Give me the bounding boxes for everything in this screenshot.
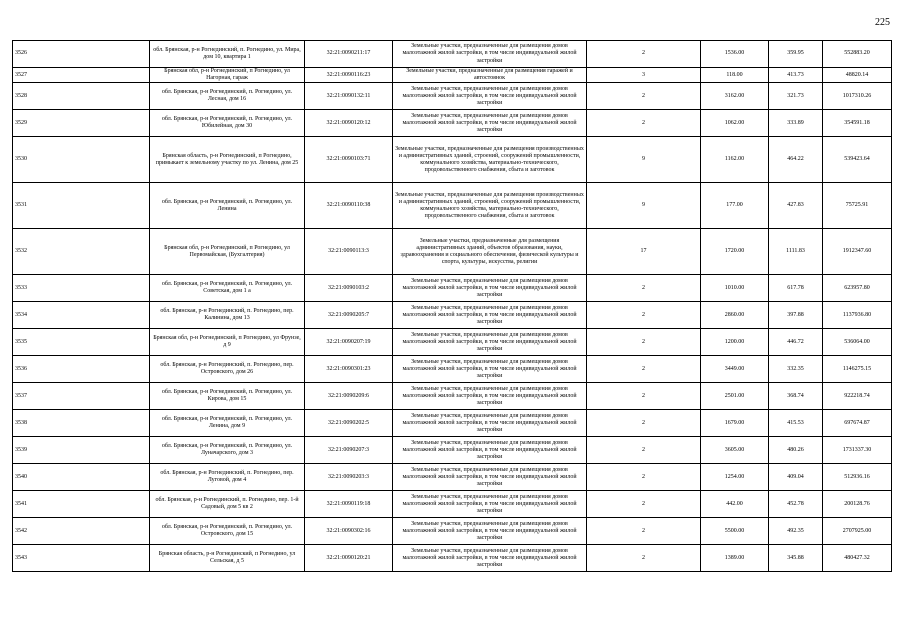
specific-value-cell: 413.73	[769, 68, 823, 83]
address-cell: обл. Брянская, р-н Рогнединский, п. Рогнедино, ул. Островского, дом 15	[150, 518, 305, 545]
cadastral-number-cell: 32:21:0090301:23	[305, 356, 393, 383]
cadastral-value-cell: 48820.14	[823, 68, 892, 83]
cadastral-number-cell: 32:21:0090110:38	[305, 183, 393, 229]
row-number-cell: 3541	[13, 491, 150, 518]
table-row[interactable]	[13, 83, 892, 110]
cadastral-value-cell: 1137936.80	[823, 302, 892, 329]
use-code-cell: 2	[587, 410, 701, 437]
row-number-cell: 3534	[13, 302, 150, 329]
cadastral-value-cell: 1146275.15	[823, 356, 892, 383]
cadastral-number-cell: 32:21:0090207:3	[305, 437, 393, 464]
area-cell: 1536.00	[701, 41, 769, 68]
address-cell: обл. Брянская, р-н Рогнединский, п. Рогнедино, пер. Островского, дом 26	[150, 356, 305, 383]
area-cell: 1162.00	[701, 137, 769, 183]
table-row[interactable]	[13, 137, 892, 183]
use-code-cell: 2	[587, 275, 701, 302]
table-row[interactable]	[13, 41, 892, 68]
row-number-cell: 3526	[13, 41, 150, 68]
page-number: 225	[875, 17, 890, 28]
area-cell: 5500.00	[701, 518, 769, 545]
address-cell: обл. Брянская, р-н Рогнединский, п. Рогнедино, ул. Юбилейная, дом 30	[150, 110, 305, 137]
land-use-cell: Земельные участки, предназначенные для размещения производственных и административных зданий, строений, сооружений промышленности, коммунального хозяйства, материально-технического, продовольственного снабжения, сбыта и заготовок	[393, 137, 587, 183]
table-row[interactable]	[13, 464, 892, 491]
specific-value-cell: 415.53	[769, 410, 823, 437]
cadastral-value-cell: 539423.64	[823, 137, 892, 183]
table-row[interactable]	[13, 275, 892, 302]
use-code-cell: 2	[587, 464, 701, 491]
land-use-cell: Земельные участки, предназначенные для размещения домов малоэтажной жилой застройки, в том числе индивидуальной жилой застройки	[393, 83, 587, 110]
cadastral-number-cell: 32:21:0090211:17	[305, 41, 393, 68]
table-row[interactable]	[13, 329, 892, 356]
cadastral-number-cell: 32:21:0090120:21	[305, 545, 393, 572]
cadastral-value-cell: 480427.32	[823, 545, 892, 572]
address-cell: обл. Брянская, р-н Рогнединский, п. Рогнедино, ул. Ленина	[150, 183, 305, 229]
use-code-cell: 17	[587, 229, 701, 275]
area-cell: 1200.00	[701, 329, 769, 356]
use-code-cell: 2	[587, 329, 701, 356]
cadastral-number-cell: 32:21:0090103:2	[305, 275, 393, 302]
row-number-cell: 3533	[13, 275, 150, 302]
table-row[interactable]	[13, 437, 892, 464]
cadastral-value-cell: 536064.00	[823, 329, 892, 356]
use-code-cell: 3	[587, 68, 701, 83]
cadastral-value-cell: 1017310.26	[823, 83, 892, 110]
use-code-cell: 2	[587, 110, 701, 137]
specific-value-cell: 492.35	[769, 518, 823, 545]
area-cell: 442.00	[701, 491, 769, 518]
area-cell: 1679.00	[701, 410, 769, 437]
address-cell: обл. Брянская, р-н Рогнединский, п. Рогнедино, пер. Луговой, дом 4	[150, 464, 305, 491]
address-cell: обл. Брянская, р-н Рогнединский, п. Рогнедино, ул. Советская, дом 1 а	[150, 275, 305, 302]
address-cell: обл. Брянская, р-н Рогнединский, п. Рогнедино, ул. Мира, дом 10, квартира 1	[150, 41, 305, 68]
row-number-cell: 3530	[13, 137, 150, 183]
address-cell: обл. Брянская, р-н Рогнединский, п. Рогнедино, пер. Калинина, дом 13	[150, 302, 305, 329]
area-cell: 2860.00	[701, 302, 769, 329]
cadastral-number-cell: 32:21:0090203:3	[305, 464, 393, 491]
specific-value-cell: 332.35	[769, 356, 823, 383]
row-number-cell: 3538	[13, 410, 150, 437]
row-number-cell: 3531	[13, 183, 150, 229]
cadastral-number-cell: 32:21:0090120:12	[305, 110, 393, 137]
address-cell: Брянская обл, р-н Рогнединский, п Рогнедино, ул Фрунзе, д 9	[150, 329, 305, 356]
specific-value-cell: 368.74	[769, 383, 823, 410]
area-cell: 1389.00	[701, 545, 769, 572]
land-use-cell: Земельные участки, предназначенные для размещения домов малоэтажной жилой застройки, в том числе индивидуальной жилой застройки	[393, 545, 587, 572]
specific-value-cell: 333.89	[769, 110, 823, 137]
specific-value-cell: 446.72	[769, 329, 823, 356]
land-use-cell: Земельные участки, предназначенные для размещения домов малоэтажной жилой застройки, в том числе индивидуальной жилой застройки	[393, 110, 587, 137]
area-cell: 1254.00	[701, 464, 769, 491]
table-row[interactable]	[13, 518, 892, 545]
land-use-cell: Земельные участки, предназначенные для размещения административных зданий, объектов образования, науки, здравоохранения и социального обеспечения, физической культуры и спорта, культуры, искусства, религии	[393, 229, 587, 275]
use-code-cell: 2	[587, 545, 701, 572]
use-code-cell: 2	[587, 83, 701, 110]
use-code-cell: 9	[587, 137, 701, 183]
use-code-cell: 2	[587, 518, 701, 545]
cadastral-value-cell: 1912347.60	[823, 229, 892, 275]
land-use-cell: Земельные участки, предназначенные для размещения домов малоэтажной жилой застройки, в том числе индивидуальной жилой застройки	[393, 491, 587, 518]
area-cell: 1062.00	[701, 110, 769, 137]
specific-value-cell: 359.95	[769, 41, 823, 68]
cadastral-value-cell: 512936.16	[823, 464, 892, 491]
area-cell: 177.00	[701, 183, 769, 229]
land-use-cell: Земельные участки, предназначенные для размещения домов малоэтажной жилой застройки, в том числе индивидуальной жилой застройки	[393, 41, 587, 68]
specific-value-cell: 321.73	[769, 83, 823, 110]
table-row[interactable]	[13, 110, 892, 137]
use-code-cell: 2	[587, 491, 701, 518]
address-cell: обл. Брянская, р-н Рогнединский, п. Рогнедино, пер. 1-й Садовый, дом 5 кв 2	[150, 491, 305, 518]
table-row[interactable]	[13, 545, 892, 572]
cadastral-value-cell: 1731337.30	[823, 437, 892, 464]
address-cell: Брянская область, р-н Рогнединский, п Рогнедино, ул Сельская, д 5	[150, 545, 305, 572]
land-use-cell: Земельные участки, предназначенные для размещения домов малоэтажной жилой застройки, в том числе индивидуальной жилой застройки	[393, 437, 587, 464]
row-number-cell: 3537	[13, 383, 150, 410]
use-code-cell: 2	[587, 383, 701, 410]
table-row[interactable]	[13, 383, 892, 410]
use-code-cell: 2	[587, 302, 701, 329]
cadastral-value-cell: 75725.91	[823, 183, 892, 229]
cadastral-number-cell: 32:21:0090132:11	[305, 83, 393, 110]
cadastral-value-cell: 200128.76	[823, 491, 892, 518]
address-cell: обл. Брянская, р-н Рогнединский, п. Рогнедино, ул. Ленина, дом 9	[150, 410, 305, 437]
table-row[interactable]	[13, 491, 892, 518]
specific-value-cell: 409.04	[769, 464, 823, 491]
use-code-cell: 2	[587, 41, 701, 68]
specific-value-cell: 1111.83	[769, 229, 823, 275]
specific-value-cell: 397.88	[769, 302, 823, 329]
cadastral-number-cell: 32:21:0090119:18	[305, 491, 393, 518]
cadastral-number-cell: 32:21:0090103:71	[305, 137, 393, 183]
land-use-cell: Земельные участки, предназначенные для размещения производственных и административных зданий, строений, сооружений промышленности, коммунального хозяйства, материально-технического, продовольственного снабжения, сбыта и заготовок	[393, 183, 587, 229]
specific-value-cell: 345.88	[769, 545, 823, 572]
land-use-cell: Земельные участки, предназначенные для размещения домов малоэтажной жилой застройки, в том числе индивидуальной жилой застройки	[393, 383, 587, 410]
area-cell: 1010.00	[701, 275, 769, 302]
row-number-cell: 3529	[13, 110, 150, 137]
area-cell: 118.00	[701, 68, 769, 83]
row-number-cell: 3527	[13, 68, 150, 83]
row-number-cell: 3532	[13, 229, 150, 275]
address-cell: обл. Брянская, р-н Рогнединский, п. Рогнедино, ул. Лесная, дом 16	[150, 83, 305, 110]
table-row[interactable]	[13, 356, 892, 383]
use-code-cell: 9	[587, 183, 701, 229]
cadastral-number-cell: 32:21:0090205:7	[305, 302, 393, 329]
cadastral-number-cell: 32:21:0090302:16	[305, 518, 393, 545]
address-cell: Брянская область, р-н Рогнединский, п Рогнедино, примыкает к земельному участку по ул. Ленина, дом 25	[150, 137, 305, 183]
address-cell: обл. Брянская, р-н Рогнединский, п. Рогнедино, ул. Луначарского, дом 3	[150, 437, 305, 464]
cadastral-number-cell: 32:21:0090113:3	[305, 229, 393, 275]
address-cell: Брянская обл, р-н Рогнединский, п Рогнедино, ул Первомайская, (Бухгалтерия)	[150, 229, 305, 275]
land-use-cell: Земельные участки, предназначенные для размещения домов малоэтажной жилой застройки, в том числе индивидуальной жилой застройки	[393, 410, 587, 437]
area-cell: 3605.00	[701, 437, 769, 464]
area-cell: 1720.00	[701, 229, 769, 275]
specific-value-cell: 464.22	[769, 137, 823, 183]
land-use-cell: Земельные участки, предназначенные для размещения домов малоэтажной жилой застройки, в том числе индивидуальной жилой застройки	[393, 329, 587, 356]
cadastral-value-cell: 922218.74	[823, 383, 892, 410]
row-number-cell: 3543	[13, 545, 150, 572]
cadastral-number-cell: 32:21:0090202:5	[305, 410, 393, 437]
table-row[interactable]	[13, 410, 892, 437]
specific-value-cell: 617.78	[769, 275, 823, 302]
land-use-cell: Земельные участки, предназначенные для размещения домов малоэтажной жилой застройки, в том числе индивидуальной жилой застройки	[393, 275, 587, 302]
area-cell: 3449.00	[701, 356, 769, 383]
specific-value-cell: 452.78	[769, 491, 823, 518]
table-row[interactable]	[13, 302, 892, 329]
table-row[interactable]	[13, 183, 892, 229]
land-use-cell: Земельные участки, предназначенные для размещения гаражей и автостоянок	[393, 68, 587, 83]
cadastral-value-cell: 623957.80	[823, 275, 892, 302]
land-use-cell: Земельные участки, предназначенные для размещения домов малоэтажной жилой застройки, в том числе индивидуальной жилой застройки	[393, 464, 587, 491]
use-code-cell: 2	[587, 437, 701, 464]
row-number-cell: 3528	[13, 83, 150, 110]
area-cell: 2501.00	[701, 383, 769, 410]
specific-value-cell: 427.83	[769, 183, 823, 229]
land-use-cell: Земельные участки, предназначенные для размещения домов малоэтажной жилой застройки, в том числе индивидуальной жилой застройки	[393, 356, 587, 383]
table-row[interactable]	[13, 229, 892, 275]
cadastral-number-cell: 32:21:0090209:6	[305, 383, 393, 410]
cadastral-value-cell: 2707925.00	[823, 518, 892, 545]
cadastral-value-cell: 697674.87	[823, 410, 892, 437]
row-number-cell: 3542	[13, 518, 150, 545]
cadastral-number-cell: 32:21:0090116:23	[305, 68, 393, 83]
address-cell: обл. Брянская, р-н Рогнединский, п. Рогнедино, ул. Кирова, дом 15	[150, 383, 305, 410]
cadastral-number-cell: 32:21:0090207:19	[305, 329, 393, 356]
land-use-cell: Земельные участки, предназначенные для размещения домов малоэтажной жилой застройки, в том числе индивидуальной жилой застройки	[393, 518, 587, 545]
cadastral-value-cell: 354591.18	[823, 110, 892, 137]
cadastral-value-cell: 552883.20	[823, 41, 892, 68]
specific-value-cell: 480.26	[769, 437, 823, 464]
land-use-cell: Земельные участки, предназначенные для размещения домов малоэтажной жилой застройки, в том числе индивидуальной жилой застройки	[393, 302, 587, 329]
row-number-cell: 3536	[13, 356, 150, 383]
area-cell: 3162.00	[701, 83, 769, 110]
row-number-cell: 3535	[13, 329, 150, 356]
table-row[interactable]	[13, 68, 892, 83]
row-number-cell: 3540	[13, 464, 150, 491]
table-body	[13, 41, 892, 572]
land-registry-table	[12, 40, 892, 572]
row-number-cell: 3539	[13, 437, 150, 464]
use-code-cell: 2	[587, 356, 701, 383]
address-cell: Брянская обл, р-н Рогнединский, п Рогнедино, ул Нагорная, гараж	[150, 68, 305, 83]
